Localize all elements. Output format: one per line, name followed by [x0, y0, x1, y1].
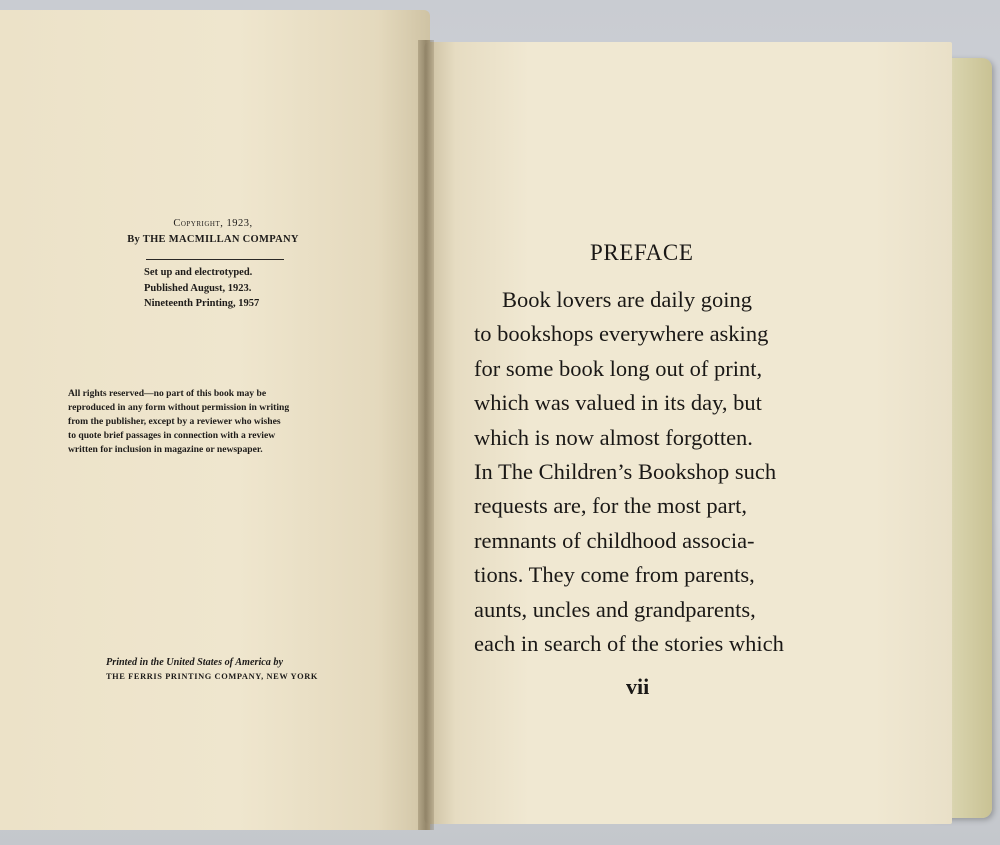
preface-line: each in search of the stories which: [474, 631, 784, 657]
preface-line: which was valued in its day, but: [474, 390, 762, 416]
preface-line: aunts, uncles and grandparents,: [474, 596, 756, 622]
rights-line: written for inclusion in magazine or newspaper.: [68, 444, 263, 455]
rights-line: to quote brief passages in connection with a review: [68, 430, 276, 441]
rights-line: from the publisher, except by a reviewer who wishes: [68, 416, 281, 427]
printer-imprint: [106, 656, 376, 684]
printer-name: THE FERRIS PRINTING COMPANY, NEW YORK: [106, 672, 319, 681]
publisher-line: By THE MACMILLAN COMPANY: [127, 234, 299, 245]
printing-history: [144, 265, 344, 312]
preface-line: In The Children’s Bookshop such: [474, 459, 777, 485]
preface-line: tions. They come from parents,: [474, 562, 755, 588]
rights-line: reproduced in any form without permission in writing: [68, 402, 290, 413]
rights-line: All rights reserved—no part of this book may be: [68, 388, 267, 399]
preface-line: for some book long out of print,: [474, 355, 763, 381]
preface-line: to bookshops everywhere asking: [474, 321, 769, 347]
preface-line: requests are, for the most part,: [474, 493, 748, 519]
printing-line: Set up and electrotyped.: [144, 267, 253, 278]
printing-line: Nineteenth Printing, 1957: [144, 298, 260, 309]
preface-line: Book lovers are daily going: [502, 287, 752, 312]
copyright-line: Copyright, 1923,: [173, 218, 253, 229]
copyright-notice: [108, 216, 318, 248]
divider-rule: [146, 259, 284, 260]
preface-heading: PREFACE: [590, 240, 694, 265]
rights-notice: [68, 387, 388, 457]
printing-line: Published August, 1923.: [144, 282, 252, 294]
page-number: vii: [626, 674, 650, 699]
preface-line: which is now almost forgotten.: [474, 424, 753, 450]
printed-in-line: Printed in the United States of America by: [106, 657, 284, 668]
preface-body: [474, 283, 824, 661]
book-gutter: [418, 40, 434, 830]
preface-line: remnants of childhood associa-: [474, 527, 755, 553]
